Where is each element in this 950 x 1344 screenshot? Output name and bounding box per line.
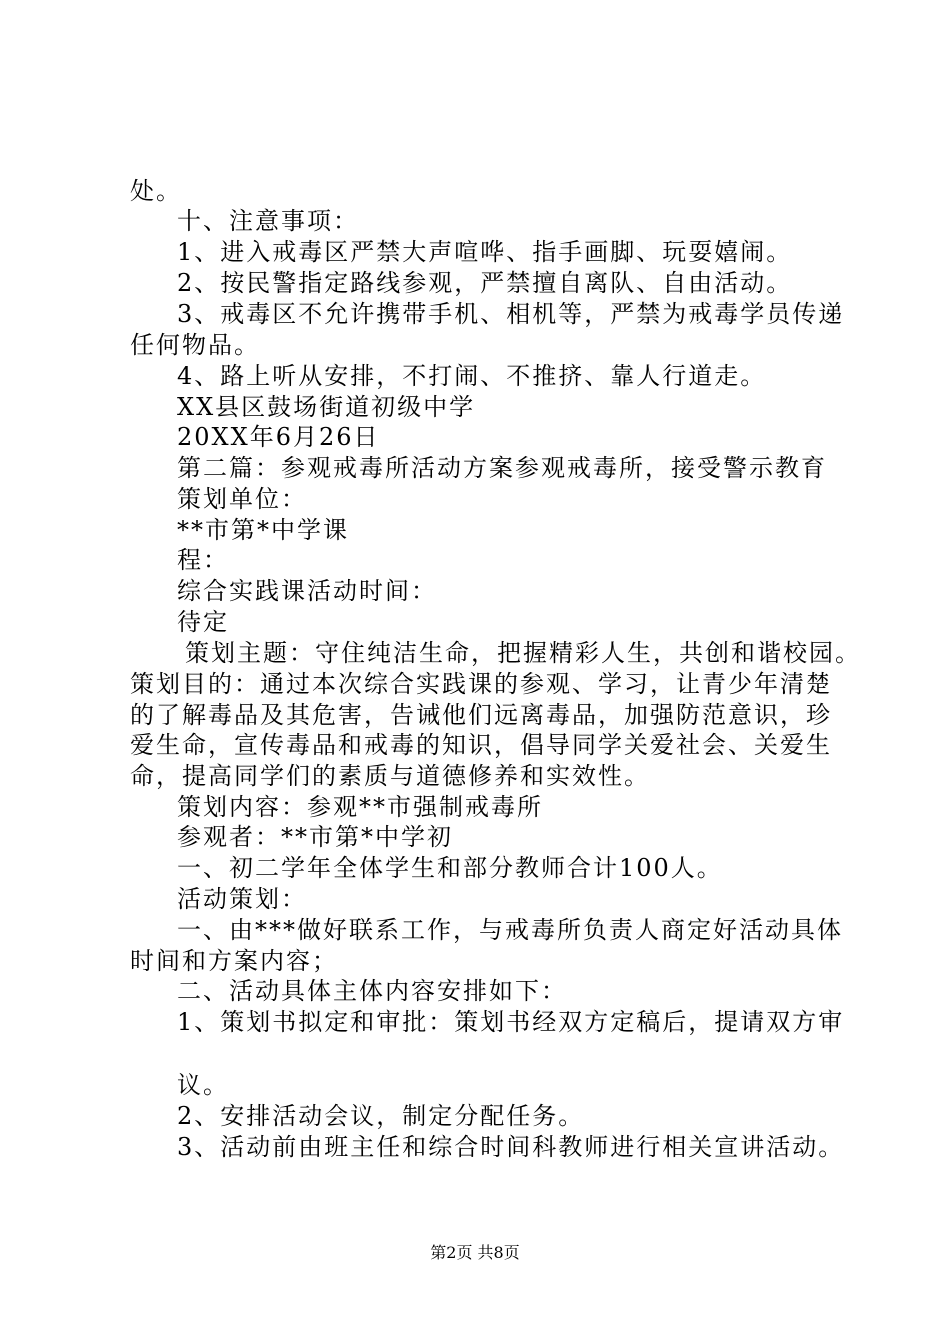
text-line: 程：: [177, 546, 229, 574]
text-line: XX县区鼓场街道初级中学: [177, 393, 476, 421]
text-line: 一、初二学年全体学生和部分教师合计100人。: [177, 854, 723, 882]
text-line: 2、按民警指定路线参观，严禁擅自离队、自由活动。: [177, 269, 793, 297]
text-line: 十、注意事项：: [177, 207, 359, 235]
text-line: 3、戒毒区不允许携带手机、相机等，严禁为戒毒学员传递: [177, 300, 845, 328]
text-line: 综合实践课活动时间：: [177, 577, 437, 605]
text-line: 待定: [177, 608, 229, 636]
text-line: 处。: [130, 177, 182, 205]
text-line: 策划主题：守住纯洁生命，把握精彩人生，共创和谐校园。: [185, 639, 861, 667]
text-line: 1、进入戒毒区严禁大声喧哗、指手画脚、玩耍嬉闹。: [177, 238, 793, 266]
page-footer: 第2页 共8页: [430, 1243, 520, 1262]
text-line: 1、策划书拟定和审批：策划书经双方定稿后，提请双方审: [177, 1008, 845, 1036]
text-line: 一、由***做好联系工作，与戒毒所负责人商定好活动具体: [177, 916, 843, 944]
text-line: 任何物品。: [130, 331, 260, 359]
text-line: 2、安排活动会议，制定分配任务。: [177, 1102, 585, 1130]
text-line: 时间和方案内容；: [130, 947, 338, 975]
text-line: 爱生命，宣传毒品和戒毒的知识，倡导同学关爱社会、关爱生: [130, 731, 832, 759]
text-line: 4、路上听从安排，不打闹、不推挤、靠人行道走。: [177, 362, 767, 390]
text-line: 活动策划：: [177, 885, 307, 913]
text-line: 3、活动前由班主任和综合时间科教师进行相关宣讲活动。: [177, 1133, 845, 1161]
text-line: 议。: [177, 1071, 229, 1099]
text-line: 参观者：**市第*中学初: [177, 823, 453, 851]
text-line: 命，提高同学们的素质与道德修养和实效性。: [130, 762, 650, 790]
text-line: 二、活动具体主体内容安排如下：: [177, 977, 567, 1005]
text-line: **市第*中学课: [177, 516, 349, 544]
text-line: 的了解毒品及其危害，告诫他们远离毒品，加强防范意识，珍: [130, 701, 832, 729]
text-line: 20XX年6月26日: [177, 423, 380, 451]
text-line: 策划单位：: [177, 485, 307, 513]
text-line: 策划目的：通过本次综合实践课的参观、学习，让青少年清楚: [130, 670, 832, 698]
text-line: 策划内容：参观**市强制戒毒所: [177, 793, 543, 821]
section-heading: 第二篇：参观戒毒所活动方案参观戒毒所，接受警示教育: [177, 454, 827, 482]
